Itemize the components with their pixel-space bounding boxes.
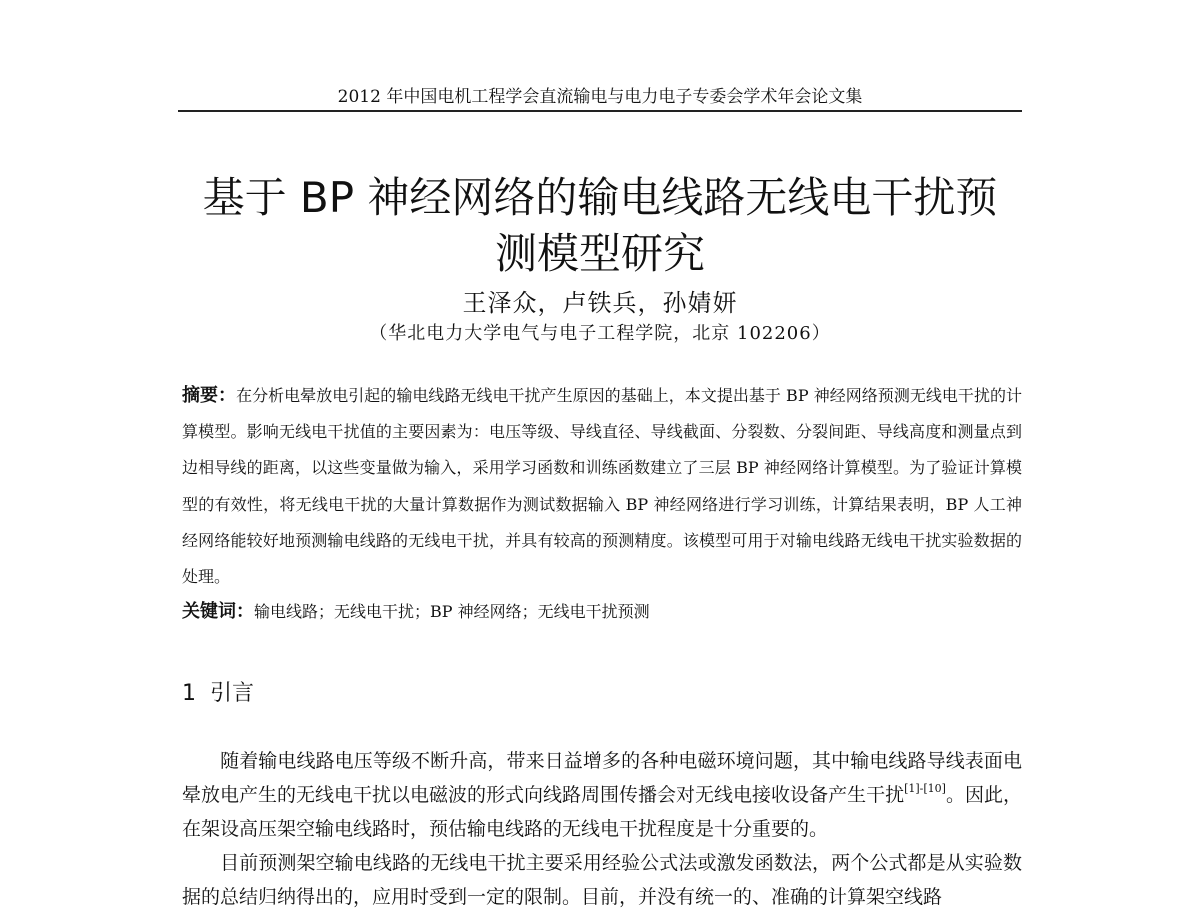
abstract xyxy=(182,378,1022,595)
header-rule xyxy=(178,110,1022,112)
title-line-2: 测模型研究 xyxy=(494,229,705,278)
keywords-label: 关键词： xyxy=(182,601,254,622)
intro-para1-part2: 。因此，在架设高压架空输电线路时，预估输电线路的无线电干扰程度是十分重要的。 xyxy=(182,784,1022,840)
intro-para2: 目前预测架空输电线路的无线电干扰主要采用经验公式法或激发函数法，两个公式都是从实验数据的总结归纳得出的，应用时受到一定的限制。目前，并没有统一的、准确的计算架空线路 xyxy=(182,852,1022,908)
introduction-body xyxy=(182,744,1022,914)
paper-title xyxy=(178,170,1022,282)
title-line-1: 基于 BP 神经网络的输电线路无线电干扰预 xyxy=(202,173,998,222)
affiliation: （华北电力大学电气与电子工程学院，北京 102206） xyxy=(369,323,831,344)
section-title: 引言 xyxy=(210,681,255,706)
keywords xyxy=(182,598,1022,626)
running-header: 2012 年中国电机工程学会直流输电与电力电子专委会学术年会论文集 xyxy=(337,87,863,107)
intro-para1-part1: 随着输电线路电压等级不断升高，带来日益增多的各种电磁环境问题，其中输电线路导线表面电晕放电产生的无线电干扰以电磁波的形式向线路周围传播会对无线电接收设备产生干扰 xyxy=(182,750,1022,806)
section-number: 1 xyxy=(182,681,196,706)
abstract-label: 摘要： xyxy=(182,385,237,406)
citation-ref: [1]-[10] xyxy=(904,782,946,795)
authors: 王泽众，卢铁兵，孙婧妍 xyxy=(462,289,738,317)
section-heading-introduction xyxy=(182,678,1022,710)
abstract-text: 在分析电晕放电引起的输电线路无线电干扰产生原因的基础上，本文提出基于 BP 神经网络预测无线电干扰的计算模型。影响无线电干扰值的主要因素为：电压等级、导线直径、导线截面、分裂数、分裂间距、导线高度和测量点到边相导线的距离，以这些变量做为输入，采用学习函数和训练函数建立了三层 BP 神经网络计算模型。为了验证计算模型的有效性，将无线电干扰的大量计算数据作为测试数据输入 BP 神经网络进行学习训练，计算结果表明，BP 人工神经网络能较好地预测输电线路的无线电干扰，并具有较高的预测精度。该模型可用于对输电线路无线电干扰实验数据的处理。 xyxy=(182,386,1022,587)
keywords-text: 输电线路；无线电干扰；BP 神经网络；无线电干扰预测 xyxy=(254,602,650,621)
